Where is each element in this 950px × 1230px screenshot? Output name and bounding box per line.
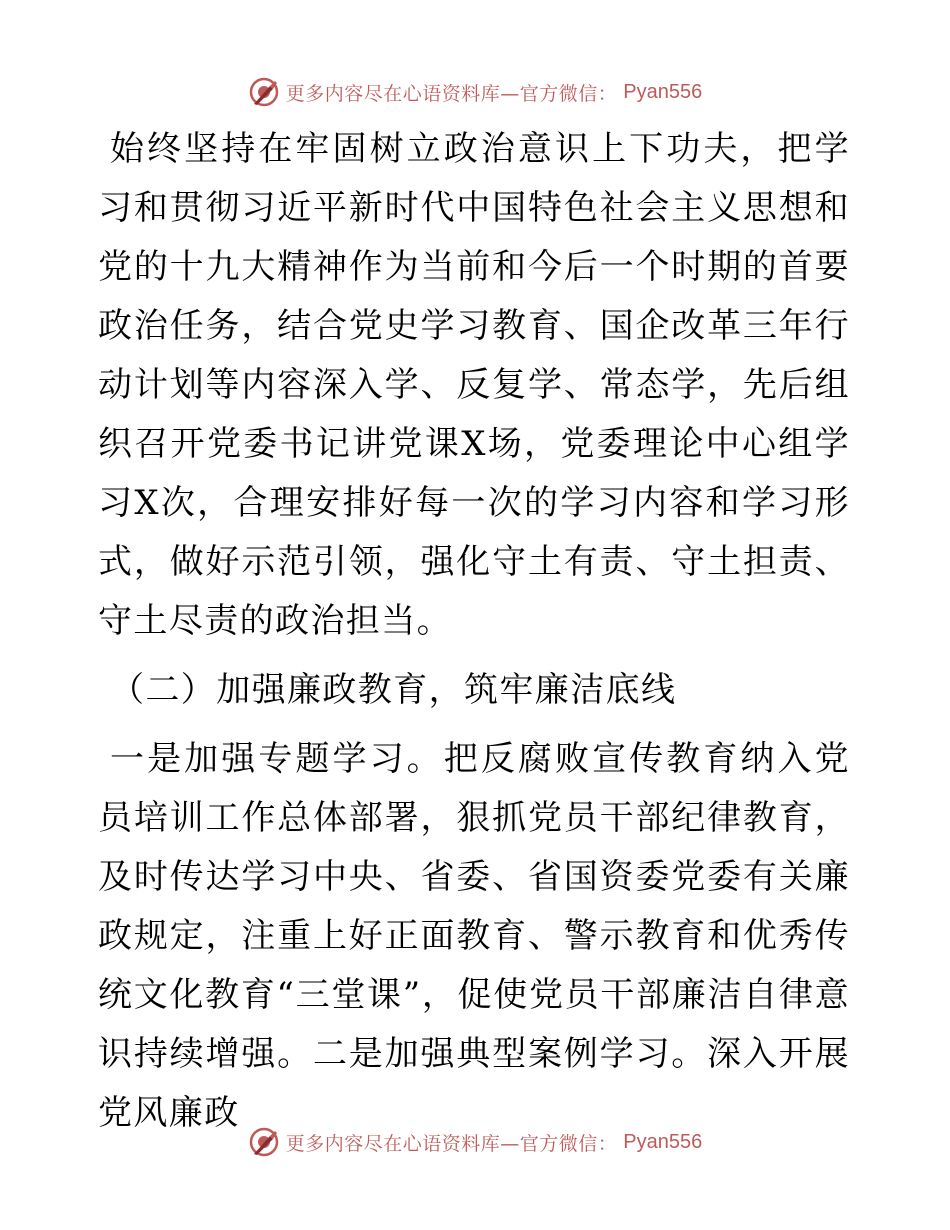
watermark-text: 更多内容尽在心语资料库—官方微信：: [285, 1132, 618, 1155]
footer-watermark: [0, 1122, 950, 1162]
pen-logo-icon: [248, 76, 280, 108]
watermark-text: 更多内容尽在心语资料库—官方微信：: [285, 82, 618, 105]
watermark-wechat-id: Pyan556: [623, 1130, 703, 1153]
paragraph-integrity-education: 一是加强专题学习。把反腐败宣传教育纳入党员培训工作总体部署，狠抓党员干部纪律教育，及时传达学习中央、省委、省国资委党委有关廉政规定，注重上好正面教育、警示教育和优秀传统文化教育“三堂课”，促使党员干部廉洁自律意识持续增强。二是加强典型案例学习。深入开展党风廉政: [98, 739, 850, 1133]
section-heading: （二）加强廉政教育，筑牢廉洁底线: [110, 670, 677, 710]
document-body: [98, 120, 850, 1143]
watermark-wechat-id: Pyan556: [623, 80, 703, 103]
paragraph-political-awareness: 始终坚持在牢固树立政治意识上下功夫，把学习和贯彻习近平新时代中国特色社会主义思想和党的十九大精神作为当前和今后一个时期的首要政治任务，结合党史学习教育、国企改革三年行动计划等内容深入学、反复学、常态学，先后组织召开党委书记讲党课X场，党委理论中心组学习X次，合理安排好每一次的学习内容和学习形式，做好示范引领，强化守土有责、守土担责、守土尽责的政治担当。: [98, 129, 850, 641]
pen-logo-icon: [248, 1126, 280, 1158]
header-watermark: [0, 72, 950, 112]
